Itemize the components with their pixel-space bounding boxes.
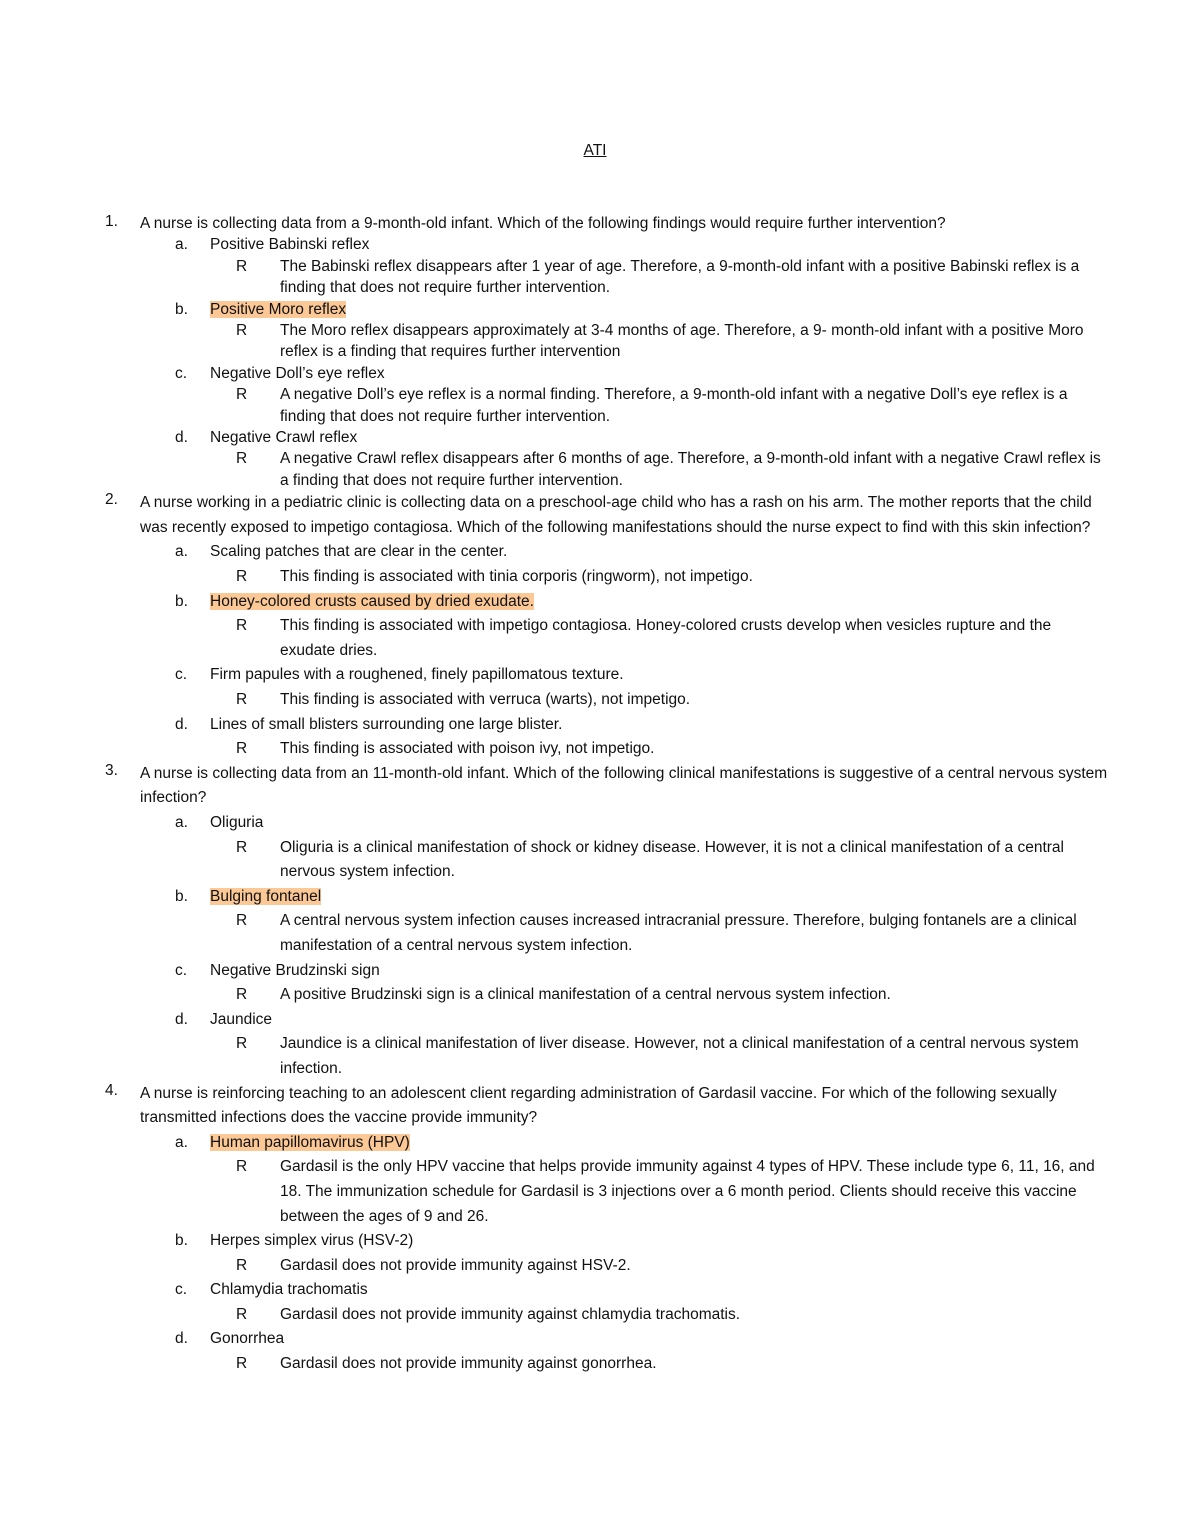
option-letter: c. — [175, 1281, 188, 1299]
rationale-marker: R — [236, 1158, 248, 1176]
option-b — [0, 299, 1110, 320]
rationale-c — [0, 688, 1110, 713]
option-text: Firm papules with a roughened, finely papillomatous texture. — [210, 666, 624, 684]
rationale-text: Jaundice is a clinical manifestation of liver disease. However, not a clinical manifestation of a central nervous system infection. — [280, 1035, 1079, 1077]
rationale-d — [0, 737, 1110, 762]
option-b — [0, 1229, 1110, 1254]
question-1 — [0, 213, 1190, 491]
rationale-text: Gardasil does not provide immunity against gonorrhea. — [280, 1355, 657, 1373]
rationale-text: A negative Crawl reflex disappears after 6 months of age. Therefore, a 9-month-old infant with a negative Crawl reflex is a finding that does not require further intervention. — [280, 450, 1101, 489]
rationale-d — [0, 1352, 1110, 1377]
rationale-a — [0, 256, 1110, 299]
rationale-text: A negative Doll’s eye reflex is a normal finding. Therefore, a 9-month-old infant with a negative Doll’s eye reflex is a finding that does not require further intervention. — [280, 386, 1068, 425]
option-letter: c. — [175, 364, 188, 382]
rationale-marker: R — [236, 838, 248, 856]
rationale-marker: R — [236, 386, 248, 404]
option-letter: a. — [175, 543, 188, 561]
document-title: ATI — [583, 142, 607, 159]
question-number: 3. — [105, 761, 118, 779]
rationale-marker: R — [236, 1035, 248, 1053]
rationale-a — [0, 565, 1110, 590]
option-letter: d. — [175, 1010, 188, 1028]
rationale-a — [0, 836, 1110, 885]
option-c — [0, 959, 1110, 984]
rationale-b — [0, 320, 1110, 363]
option-letter: b. — [175, 1232, 188, 1250]
option-text: Positive Babinski reflex — [210, 236, 370, 254]
question-text: A nurse is collecting data from an 11-month-old infant. Which of the following clinical manifestations is suggestive of a central nervous system infection? — [140, 764, 1108, 807]
option-text: Negative Doll’s eye reflex — [210, 364, 385, 382]
rationale-marker: R — [236, 450, 248, 468]
rationale-marker: R — [236, 912, 248, 930]
option-c — [0, 663, 1110, 688]
option-b — [0, 885, 1110, 910]
question-2 — [0, 491, 1190, 762]
option-text: Herpes simplex virus (HSV-2) — [210, 1232, 414, 1250]
rationale-marker: R — [236, 986, 248, 1004]
rationale-text: This finding is associated with tinia corporis (ringworm), not impetigo. — [280, 568, 753, 586]
rationale-text: This finding is associated with verruca (warts), not impetigo. — [280, 691, 691, 709]
correct-answer-highlight: Honey-colored crusts caused by dried exudate. — [210, 592, 534, 610]
question-text: A nurse is reinforcing teaching to an adolescent client regarding administration of Gardasil vaccine. For which of the following sexually transmitted infections does the vaccine provide immunity? — [140, 1084, 1057, 1127]
option-letter: a. — [175, 814, 188, 831]
option-letter: d. — [175, 429, 188, 447]
option-text: Chlamydia trachomatis — [210, 1281, 368, 1299]
rationale-marker: R — [236, 740, 248, 758]
option-d — [0, 713, 1110, 738]
question-number: 4. — [105, 1081, 118, 1099]
correct-answer-highlight: Human papillomavirus (HPV) — [210, 1133, 410, 1151]
rationale-text: A central nervous system infection causes increased intracranial pressure. Therefore, bulging fontanels are a clinical manifestation of a central nervous system infection. — [280, 912, 1077, 954]
rationale-marker: R — [236, 1355, 248, 1373]
rationale-text: Gardasil is the only HPV vaccine that helps provide immunity against 4 types of HPV. These include type 6, 11, 16, and 18. The immunization schedule for Gardasil is 3 injections over a 6 month period. Clients should receive this vaccine between the ages of 9 and 26. — [280, 1158, 1095, 1225]
rationale-text: This finding is associated with poison ivy, not impetigo. — [280, 740, 655, 758]
option-letter: d. — [175, 1330, 188, 1348]
option-d — [0, 1008, 1110, 1033]
option-letter: b. — [175, 592, 188, 610]
question-4 — [0, 1082, 1190, 1377]
rationale-text: The Babinski reflex disappears after 1 year of age. Therefore, a 9-month-old infant with a positive Babinski reflex is a finding that does not require further intervention. — [280, 257, 1080, 297]
question-list — [0, 213, 1190, 1377]
rationale-marker: R — [236, 1256, 248, 1274]
rationale-b — [0, 614, 1110, 663]
option-text: Scaling patches that are clear in the center. — [210, 543, 508, 561]
option-letter: b. — [175, 887, 188, 905]
option-a — [0, 234, 1110, 255]
option-a — [0, 811, 1110, 836]
option-text: Lines of small blisters surrounding one large blister. — [210, 715, 563, 733]
option-a — [0, 540, 1110, 565]
option-d — [0, 1327, 1110, 1352]
rationale-text: A positive Brudzinski sign is a clinical manifestation of a central nervous system infection. — [280, 986, 891, 1004]
rationale-text: Gardasil does not provide immunity against HSV-2. — [280, 1256, 631, 1274]
rationale-a — [0, 1155, 1110, 1229]
rationale-c — [0, 983, 1110, 1008]
correct-answer-highlight: Bulging fontanel — [210, 887, 322, 905]
question-text: A nurse working in a pediatric clinic is collecting data on a preschool-age child who has a rash on his arm. The mother reports that the child was recently exposed to impetigo contagiosa. Which of the following manifestations should the nurse expect to find with this skin infection? — [140, 494, 1092, 536]
rationale-text: This finding is associated with impetigo contagiosa. Honey-colored crusts develop when vesicles rupture and the exudate dries. — [280, 617, 1052, 659]
option-letter: d. — [175, 715, 188, 733]
question-number: 2. — [105, 491, 118, 509]
option-text: Gonorrhea — [210, 1330, 285, 1348]
rationale-marker: R — [236, 617, 248, 635]
rationale-marker: R — [236, 322, 248, 340]
rationale-d — [0, 448, 1110, 491]
option-letter: a. — [175, 236, 188, 254]
rationale-marker: R — [236, 568, 248, 586]
rationale-text: Oliguria is a clinical manifestation of shock or kidney disease. However, it is not a clinical manifestation of a central nervous system infection. — [280, 838, 1064, 881]
option-c — [0, 363, 1110, 384]
option-text: Negative Brudzinski sign — [210, 961, 380, 979]
option-letter: c. — [175, 961, 188, 979]
option-text: Jaundice — [210, 1010, 273, 1028]
question-text: A nurse is collecting data from a 9-month-old infant. Which of the following findings would require further intervention? — [140, 215, 946, 232]
option-b — [0, 590, 1110, 615]
option-text: Negative Crawl reflex — [210, 429, 358, 447]
correct-answer-highlight: Positive Moro reflex — [210, 300, 347, 318]
option-text: Oliguria — [210, 814, 264, 831]
option-c — [0, 1278, 1110, 1303]
rationale-text: The Moro reflex disappears approximately at 3-4 months of age. Therefore, a 9- month-old infant with a positive Moro reflex is a finding that requires further intervention — [280, 322, 1084, 361]
rationale-b — [0, 1254, 1110, 1279]
rationale-d — [0, 1032, 1110, 1081]
rationale-marker: R — [236, 691, 248, 709]
question-number: 1. — [105, 213, 118, 230]
rationale-marker: R — [236, 257, 248, 275]
option-d — [0, 427, 1110, 448]
option-a — [0, 1131, 1110, 1156]
question-3 — [0, 762, 1190, 1082]
rationale-c — [0, 1303, 1110, 1328]
option-letter: b. — [175, 300, 188, 318]
option-letter: a. — [175, 1133, 188, 1151]
rationale-text: Gardasil does not provide immunity against chlamydia trachomatis. — [280, 1305, 741, 1323]
rationale-b — [0, 909, 1110, 958]
rationale-c — [0, 384, 1110, 427]
rationale-marker: R — [236, 1305, 248, 1323]
option-letter: c. — [175, 666, 188, 684]
